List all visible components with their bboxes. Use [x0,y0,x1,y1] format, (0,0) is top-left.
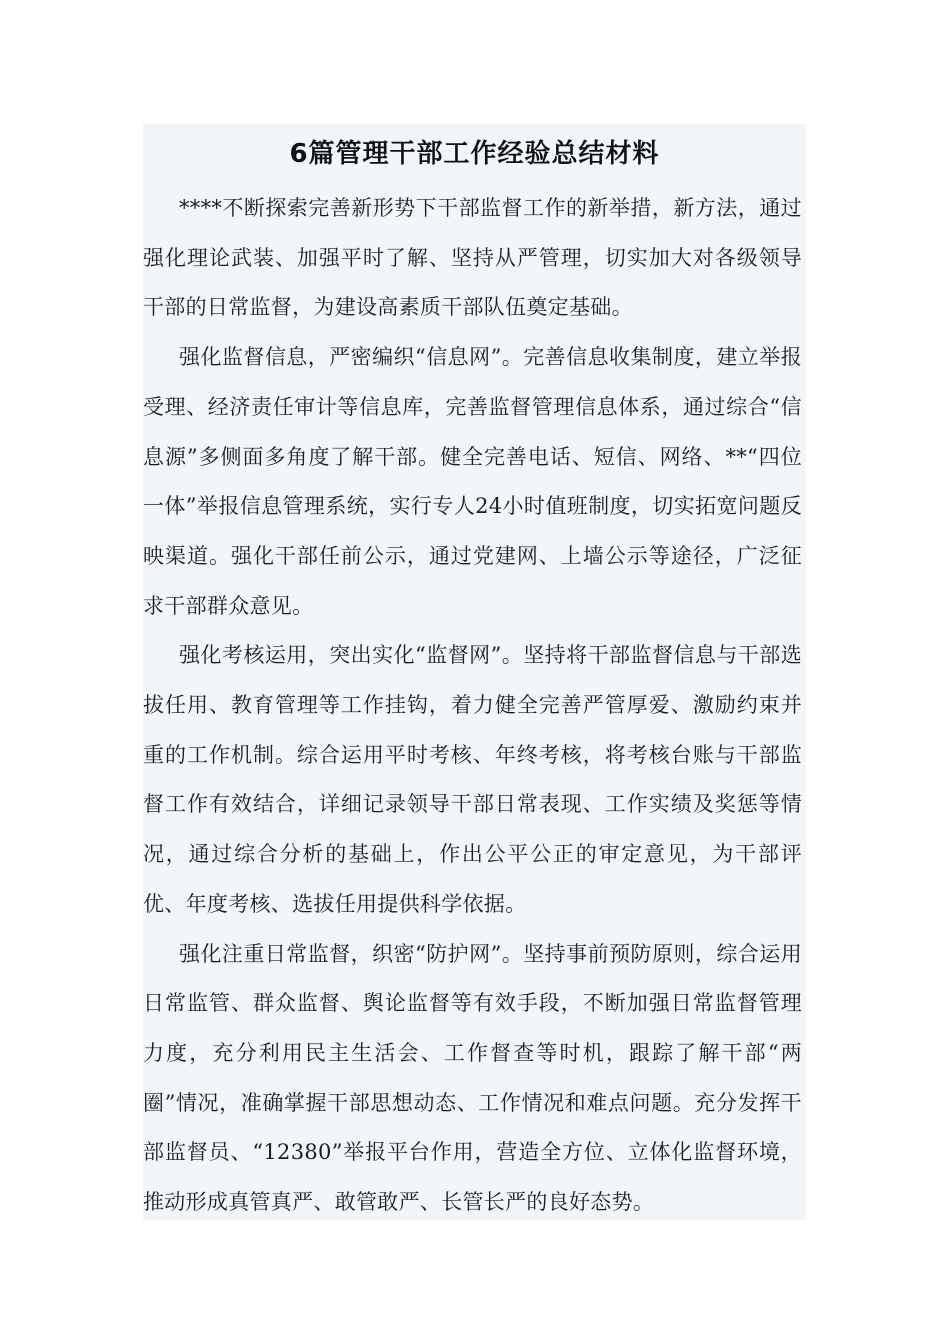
paragraph-information-network: 强化监督信息，严密编织“信息网”。完善信息收集制度，建立举报受理、经济责任审计等信息库，完善监督管理信息体系，通过综合“信息源”多侧面多角度了解干部。健全完善电话、短信、网络、**“四位一体”举报信息管理系统，实行专人24小时值班制度，切实拓宽问题反映渠道。强化干部任前公示，通过党建网、上墙公示等途径，广泛征求干部群众意见。 [143,345,802,618]
paragraph-supervision-network: 强化考核运用，突出实化“监督网”。坚持将干部监督信息与干部选拔任用、教育管理等工作挂钩，着力健全完善严管厚爱、激励约束并重的工作机制。综合运用平时考核、年终考核，将考核台账与干部监督工作有效结合，详细记录领导干部日常表现、工作实绩及奖惩等情况，通过综合分析的基础上，作出公平公正的审定意见，为干部评优、年度考核、选拔任用提供科学依据。 [143,643,802,916]
document-body [143,124,806,1220]
paragraph-protection-network: 强化注重日常监督，织密“防护网”。坚持事前预防原则，综合运用日常监管、群众监督、舆论监督等有效手段，不断加强日常监督管理力度，充分利用民主生活会、工作督查等时机，跟踪了解干部“两圈”情况，准确掌握干部思想动态、工作情况和难点问题。充分发挥干部监督员、“12380”举报平台作用，营造全方位、立体化监督环境，推动形成真管真严、敢管敢严、长管长严的良好态势。 [143,941,802,1215]
paragraph-intro: ****不断探索完善新形势下干部监督工作的新举措，新方法，通过强化理论武装、加强平时了解、坚持从严管理，切实加大对各级领导干部的日常监督，为建设高素质干部队伍奠定基础。 [143,196,802,320]
document-title: 6篇管理干部工作经验总结材料 [289,139,660,169]
